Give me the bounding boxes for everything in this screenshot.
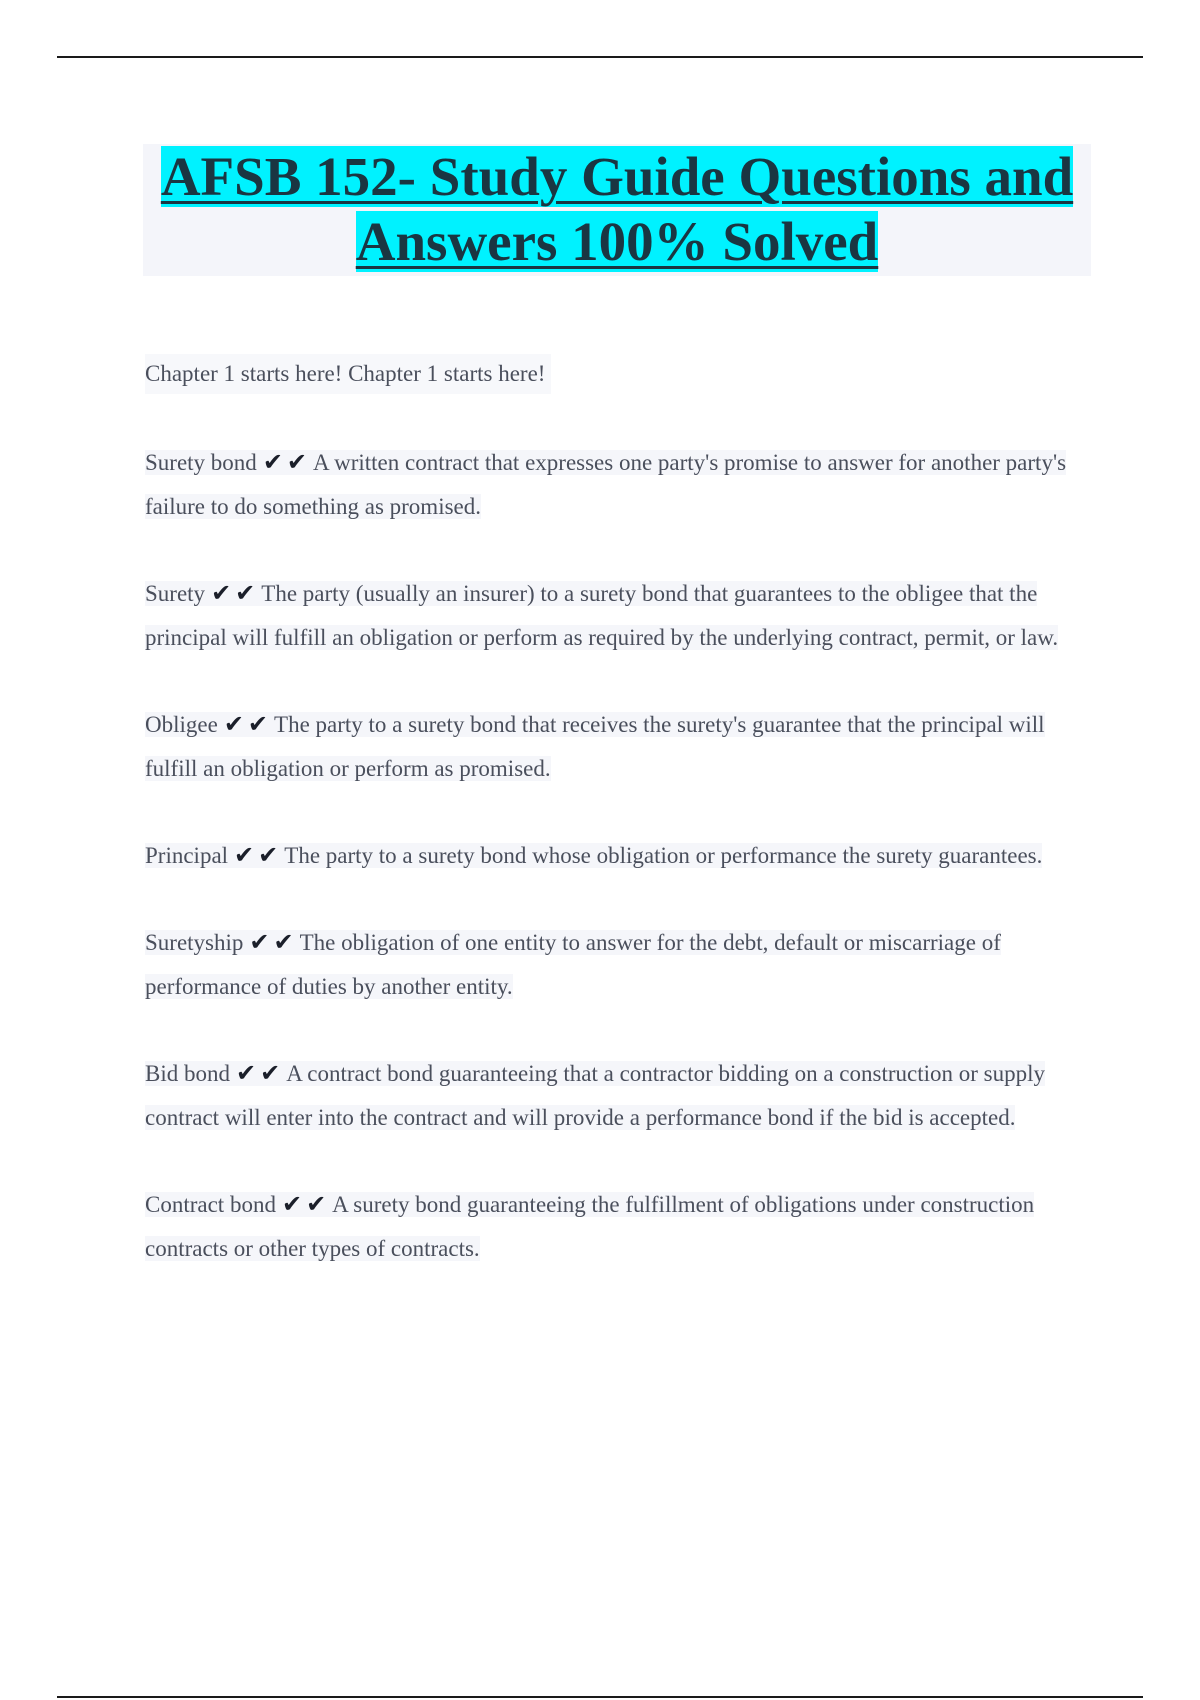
entry-term: Surety bond bbox=[145, 450, 257, 475]
top-rule bbox=[57, 56, 1143, 58]
entry-term: Obligee bbox=[145, 712, 218, 737]
document-title bbox=[143, 144, 1091, 276]
glossary-entry bbox=[145, 440, 1075, 529]
entry-definition: The party (usually an insurer) to a surety bond that guarantees to the obligee that the principal will fulfill an obligation or perform as required by the underlying contract, permit, or law. bbox=[145, 581, 1059, 650]
glossary-entry bbox=[145, 702, 1075, 791]
check-mark-icon: ✔✔ bbox=[249, 928, 298, 956]
entry-definition: The obligation of one entity to answer for the debt, default or miscarriage of performance of duties by another entity. bbox=[145, 930, 1001, 999]
check-mark-icon: ✔✔ bbox=[234, 841, 283, 869]
entry-definition: A written contract that expresses one party's promise to answer for another party's failure to do something as promised. bbox=[145, 450, 1067, 519]
glossary-entry bbox=[145, 1182, 1075, 1271]
bottom-rule bbox=[57, 1696, 1143, 1698]
check-mark-icon: ✔✔ bbox=[281, 1190, 331, 1218]
title-line-2: Answers 100% Solved bbox=[355, 211, 879, 272]
glossary-entry bbox=[145, 1051, 1075, 1140]
check-mark-icon: ✔✔ bbox=[235, 1059, 285, 1087]
entry-definition: The party to a surety bond whose obligation or performance the surety guarantees. bbox=[284, 843, 1043, 868]
glossary-entry bbox=[145, 833, 1075, 878]
glossary-entry bbox=[145, 571, 1075, 660]
entry-definition: A surety bond guaranteeing the fulfillment of obligations under construction contracts or other types of contracts. bbox=[145, 1192, 1035, 1261]
entry-term: Surety bbox=[145, 581, 206, 606]
document-body bbox=[145, 354, 1075, 1313]
entry-term: Bid bond bbox=[145, 1061, 230, 1086]
entry-definition: The party to a surety bond that receives the surety's guarantee that the principal will fulfill an obligation or perform as promised. bbox=[145, 712, 1045, 781]
check-mark-icon: ✔✔ bbox=[262, 448, 312, 476]
title-line-1: AFSB 152- Study Guide Questions and bbox=[160, 146, 1074, 207]
entry-term: Contract bond bbox=[145, 1192, 276, 1217]
check-mark-icon: ✔✔ bbox=[223, 710, 273, 738]
entry-term: Suretyship bbox=[145, 930, 244, 955]
entry-term: Principal bbox=[145, 843, 229, 868]
glossary-entry bbox=[145, 920, 1075, 1009]
entry-definition: A contract bond guaranteeing that a contractor bidding on a construction or supply contract will enter into the contract and will provide a performance bond if the bid is accepted. bbox=[145, 1061, 1045, 1130]
check-mark-icon: ✔✔ bbox=[211, 579, 260, 607]
chapter-intro: Chapter 1 starts here! Chapter 1 starts here! bbox=[145, 354, 551, 394]
